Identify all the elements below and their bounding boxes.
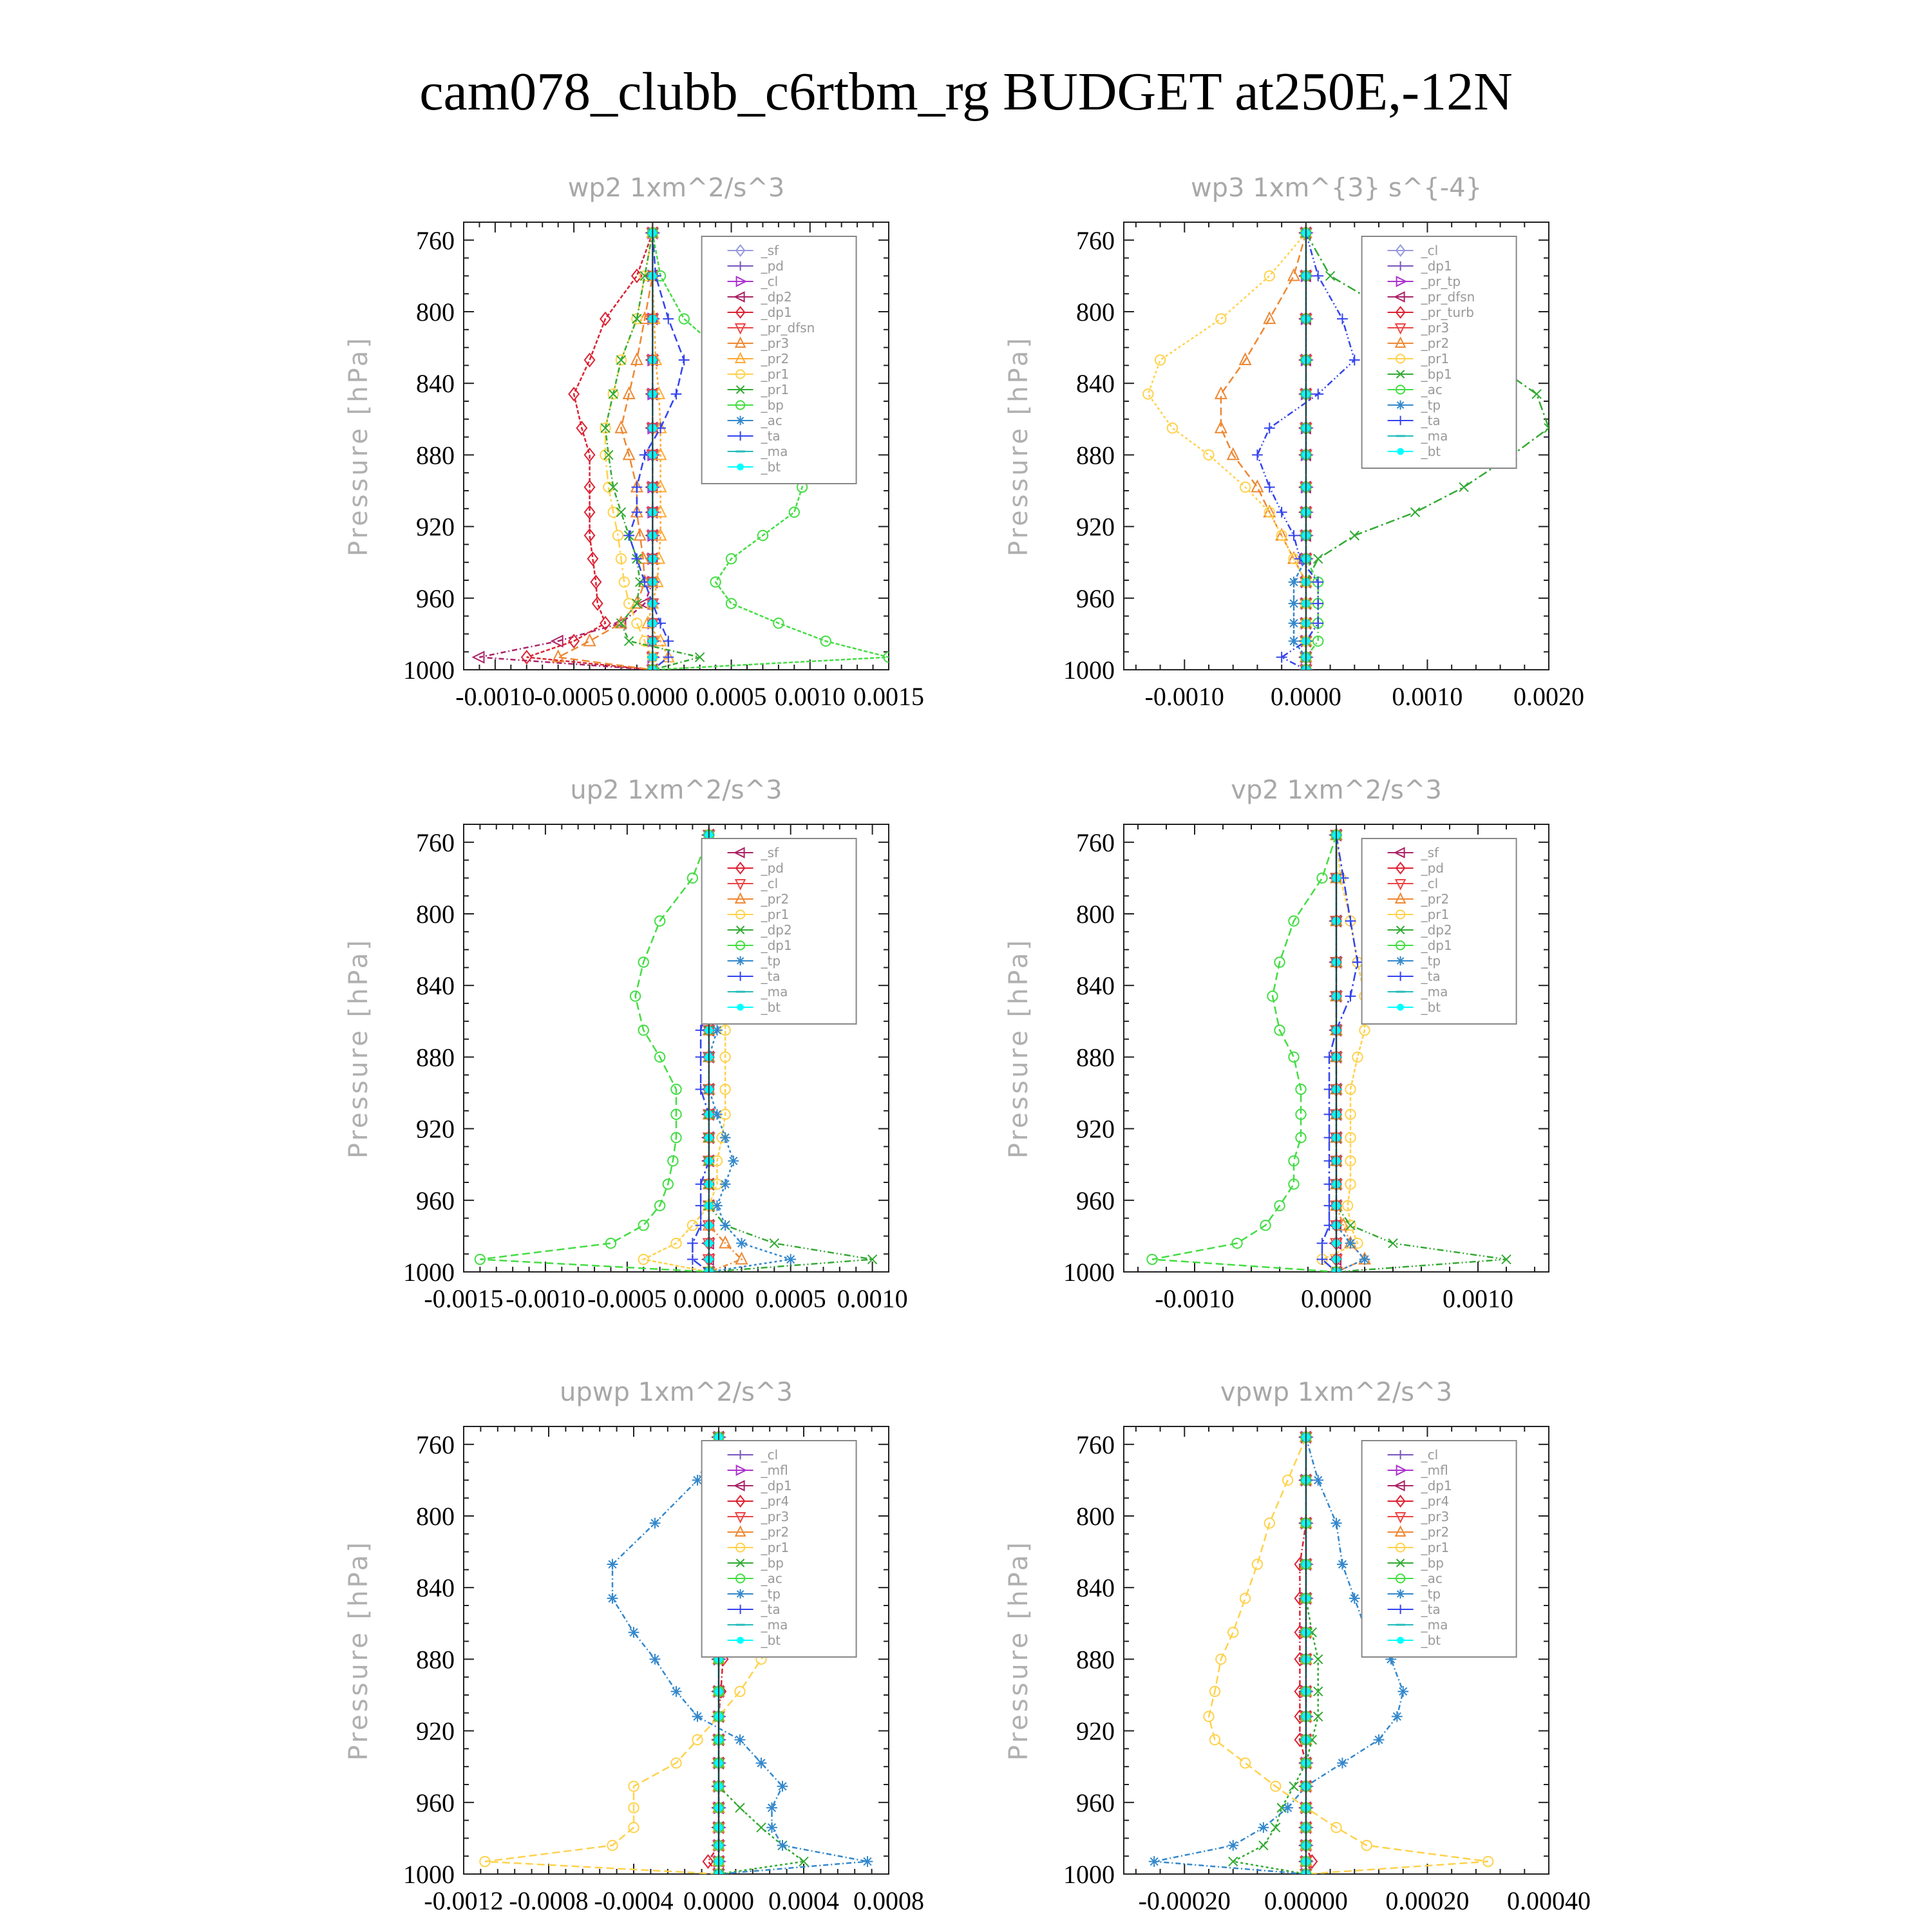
legend-entry-pr1: _pr1 (761, 907, 790, 922)
legend-entry-dp1: _dp1 (1421, 1478, 1452, 1493)
data-point-tp (1374, 1734, 1385, 1745)
data-point-tp (766, 1803, 777, 1814)
x-tick-label: 0.0000 (1270, 682, 1341, 711)
legend-entry-cl: _cl (761, 1447, 779, 1463)
y-tick-label: 800 (1076, 1502, 1115, 1531)
legend-entry-ta: _ta (1421, 413, 1441, 428)
y-tick-label: 880 (416, 1645, 455, 1674)
legend-entry-pr3: _pr3 (1421, 1509, 1450, 1524)
data-point-dp1 (585, 354, 594, 366)
legend-entry-bt: _bt (761, 459, 781, 475)
data-point-pr2 (1289, 270, 1300, 281)
y-tick-label: 920 (416, 1114, 455, 1144)
legend-entry-ma: _ma (1421, 1617, 1448, 1633)
legend-entry-pr3: _pr3 (761, 1509, 790, 1524)
data-point-pr1 (1253, 1559, 1262, 1569)
x-tick-label: -0.0012 (424, 1886, 504, 1915)
legend-entry-ta: _ta (1421, 969, 1441, 984)
data-point-bp (679, 314, 689, 323)
x-tick-label: -0.0005 (587, 1284, 667, 1313)
data-point-ta (1349, 355, 1360, 366)
legend-marker (735, 1589, 744, 1598)
data-point-pr3 (584, 635, 595, 646)
legend (1362, 1441, 1517, 1657)
data-point-ta (1317, 1238, 1328, 1249)
data-point-tp (766, 1822, 777, 1833)
y-tick-label: 760 (1076, 1430, 1115, 1459)
legend-entry-dp1: _dp1 (761, 1478, 792, 1493)
y-axis-label: Pressure [hPa] (344, 336, 374, 556)
y-axis-label: Pressure [hPa] (1004, 938, 1034, 1159)
data-point-dp2 (1388, 1239, 1397, 1248)
data-point-ta (1264, 482, 1275, 493)
data-point-ta (1252, 450, 1263, 460)
data-point-tp (1258, 1822, 1269, 1833)
data-point-dp1 (688, 873, 697, 883)
y-tick-label: 1000 (403, 1860, 455, 1889)
legend-entry-ac: _ac (1421, 382, 1443, 397)
y-tick-label: 800 (416, 298, 455, 327)
data-point-pr1 (1216, 314, 1226, 323)
x-tick-label: 0.0010 (774, 682, 846, 711)
legend-entry-bt: _bt (761, 1633, 781, 1648)
y-tick-label: 960 (416, 583, 455, 613)
x-tick-label: 0.00000 (1264, 1886, 1348, 1915)
data-point-bp (1289, 1782, 1298, 1791)
x-tick-label: 0.0020 (1513, 682, 1584, 711)
y-tick-label: 760 (416, 1430, 455, 1459)
legend-entry-dp2: _dp2 (761, 289, 792, 305)
legend-entry-sf: _sf (761, 845, 779, 860)
legend-entry-bp1: _bp1 (1421, 366, 1452, 382)
x-tick-label: 0.0000 (673, 1284, 744, 1313)
series-line-pr1 (1148, 233, 1306, 670)
legend-entry-bt: _bt (761, 999, 781, 1015)
legend-marker (1397, 1637, 1404, 1644)
data-point-ta (679, 355, 690, 366)
panel-wp2 (344, 173, 924, 711)
data-point-ta (1312, 270, 1323, 281)
legend-entry-pr1: _pr1 (1421, 1540, 1450, 1555)
legend (1362, 838, 1517, 1024)
legend-entry-tp: _tp (761, 1586, 781, 1602)
legend-entry-ac: _ac (761, 1571, 782, 1586)
data-point-dp1 (639, 1220, 649, 1230)
data-point-pr1 (1228, 1627, 1238, 1637)
panel-vp2 (1004, 775, 1549, 1313)
legend-entry-pr2: _pr2 (761, 351, 790, 366)
figure-title: cam078_clubb_c6rtbm_rg BUDGET at250E,-12N (419, 62, 1513, 122)
legend-entry-tp: _tp (1421, 1586, 1441, 1602)
data-point-bp1 (1314, 554, 1323, 564)
y-tick-label: 960 (1076, 1186, 1115, 1215)
data-point-tp (607, 1559, 618, 1570)
data-point-bp1 (1411, 507, 1420, 516)
data-point-ta (1345, 990, 1356, 1001)
x-tick-label: 0.0010 (1392, 682, 1463, 711)
series-line-dp2 (479, 233, 652, 670)
x-tick-label: -0.0010 (1155, 1284, 1235, 1313)
legend-entry-bt: _bt (1421, 999, 1441, 1015)
x-tick-label: 0.0005 (755, 1284, 826, 1313)
data-point-dp1 (1317, 873, 1327, 883)
data-point-pr1 (1155, 355, 1165, 365)
x-tick-label: -0.0008 (509, 1886, 589, 1915)
x-tick-label: 0.0008 (853, 1886, 924, 1915)
y-tick-label: 800 (1076, 298, 1115, 327)
legend-entry-mfl: _mfl (761, 1463, 788, 1478)
y-tick-label: 760 (1076, 828, 1115, 857)
y-tick-label: 840 (1076, 369, 1115, 399)
y-tick-label: 1000 (403, 656, 455, 685)
y-axis-label: Pressure [hPa] (344, 1540, 374, 1761)
legend-entry-ma: _ma (761, 984, 788, 999)
data-point-tp (1149, 1856, 1160, 1867)
legend-entry-tp: _tp (1421, 953, 1441, 969)
data-point-tp (1289, 636, 1300, 647)
legend-entry-pr-tp: _pr_tp (1421, 274, 1461, 289)
legend-entry-pr-turb: _pr_turb (1421, 305, 1474, 320)
data-point-bp1 (1326, 271, 1335, 280)
data-point-pr1 (1265, 271, 1274, 281)
legend-entry-tp: _tp (761, 953, 781, 969)
y-tick-label: 920 (1076, 512, 1115, 542)
data-point-bp (790, 507, 799, 517)
x-tick-label: -0.0004 (594, 1886, 674, 1915)
legend-entry-cl: _cl (1421, 243, 1439, 258)
legend (702, 838, 857, 1024)
data-point-tp (720, 1132, 731, 1143)
x-tick-label: 0.0005 (696, 682, 767, 711)
series-line-dp1 (480, 835, 708, 1272)
legend-entry-pr3: _pr3 (1421, 320, 1450, 336)
data-point-tp (629, 1627, 639, 1638)
legend-entry-cl: _cl (1421, 876, 1439, 891)
y-tick-label: 920 (416, 1716, 455, 1746)
legend-entry-pr4: _pr4 (1421, 1493, 1450, 1509)
y-tick-label: 840 (1076, 1573, 1115, 1603)
y-tick-label: 880 (416, 1043, 455, 1072)
data-point-tp (1289, 618, 1300, 629)
x-tick-label: -0.00020 (1138, 1886, 1231, 1915)
data-point-ta (663, 636, 674, 647)
data-point-ta (1276, 507, 1287, 518)
data-point-tp (720, 1179, 731, 1189)
data-point-ta (687, 1238, 698, 1249)
y-tick-label: 800 (416, 1502, 455, 1531)
legend-entry-cl: _cl (761, 876, 779, 891)
y-tick-label: 880 (1076, 440, 1115, 470)
legend-entry-pr4: _pr4 (761, 1493, 790, 1509)
x-tick-label: -0.0010 (455, 682, 535, 711)
data-point-tp (728, 1155, 739, 1166)
data-point-tp (1282, 1803, 1293, 1814)
data-point-bp (1271, 1823, 1280, 1832)
legend-entry-ac: _ac (761, 413, 782, 428)
legend-entry-ma: _ma (761, 1617, 788, 1633)
y-tick-label: 840 (416, 1573, 455, 1603)
y-tick-label: 1000 (1063, 656, 1115, 685)
legend (702, 1441, 857, 1657)
panel-title: up2 1xm^2/s^3 (570, 775, 782, 805)
data-point-tp (607, 1593, 618, 1604)
x-tick-label: 0.0015 (853, 682, 924, 711)
data-point-ta (663, 314, 674, 325)
x-tick-label: 0.0010 (1443, 1284, 1513, 1313)
x-tick-label: 0.0000 (617, 682, 688, 711)
legend-entry-ma: _ma (1421, 428, 1448, 444)
data-point-tp (1337, 1757, 1348, 1768)
y-tick-label: 1000 (403, 1258, 455, 1287)
legend-entry-ma: _ma (1421, 984, 1448, 999)
data-point-tp (1337, 1559, 1348, 1570)
data-point-ta (1289, 530, 1300, 541)
data-point-tp (736, 1238, 747, 1249)
legend-entry-bt: _bt (1421, 1633, 1441, 1648)
legend-entry-pr1: _pr1 (761, 1540, 790, 1555)
y-tick-label: 840 (416, 971, 455, 1001)
x-tick-label: 0.0010 (837, 1284, 908, 1313)
y-tick-label: 760 (416, 828, 455, 857)
data-point-tp (1359, 1254, 1370, 1265)
panel-title: upwp 1xm^2/s^3 (560, 1378, 793, 1407)
x-tick-label: 0.0000 (1301, 1284, 1372, 1313)
data-point-tp (756, 1757, 767, 1768)
x-tick-label: 0.00040 (1507, 1886, 1591, 1915)
x-tick-label: 0.0000 (683, 1886, 754, 1915)
x-tick-label: 0.00020 (1385, 1886, 1470, 1915)
legend-entry-cl: _cl (1421, 1447, 1439, 1463)
data-point-ta (631, 507, 642, 518)
legend-marker (737, 1004, 744, 1011)
panel-vpwp (1004, 1378, 1591, 1915)
data-point-tp (1397, 1686, 1408, 1697)
legend-entry-dp2: _dp2 (1421, 922, 1452, 938)
data-point-bp (757, 1823, 766, 1832)
legend-entry-ta: _ta (761, 969, 781, 984)
legend-entry-bp: _bp (761, 1555, 784, 1571)
legend-marker (735, 956, 744, 965)
y-tick-label: 880 (1076, 1645, 1115, 1674)
panel-wp3 (1004, 173, 1584, 711)
legend-entry-bp: _bp (1421, 1555, 1444, 1571)
data-point-tp (650, 1654, 661, 1665)
legend-entry-pr2: _pr2 (761, 891, 790, 907)
legend-entry-ma: _ma (761, 444, 788, 459)
data-point-pr1 (1143, 389, 1153, 399)
legend-entry-ta: _ta (1421, 1602, 1441, 1617)
y-tick-label: 960 (1076, 1788, 1115, 1817)
data-point-tp (1289, 598, 1300, 609)
legend-entry-pr2: _pr2 (1421, 336, 1450, 351)
data-point-tp (1312, 1475, 1323, 1486)
legend-entry-bt: _bt (1421, 444, 1441, 459)
data-point-pr1 (1204, 450, 1213, 460)
x-tick-label: -0.0010 (1144, 682, 1224, 711)
data-point-tp (1227, 1840, 1238, 1851)
data-point-bp1 (1532, 390, 1541, 399)
legend-entry-pd: _pd (761, 860, 784, 876)
y-tick-label: 960 (416, 1186, 455, 1215)
y-tick-label: 920 (1076, 1716, 1115, 1746)
data-point-ta (1337, 314, 1348, 325)
data-point-tp (785, 1254, 796, 1265)
legend-marker (737, 464, 744, 471)
data-point-tp (1392, 1711, 1403, 1722)
series-line-dp1 (1152, 835, 1336, 1272)
data-point-dp1 (592, 597, 602, 610)
panels-grid (344, 173, 1591, 1915)
data-point-ta (1264, 422, 1275, 433)
data-point-tp (1345, 1238, 1356, 1249)
y-axis-label: Pressure [hPa] (1004, 336, 1034, 556)
data-point-bp1 (1459, 482, 1468, 491)
legend-entry-dp1: _dp1 (761, 938, 792, 953)
panel-title: vp2 1xm^2/s^3 (1231, 775, 1442, 805)
data-point-tp (720, 1220, 731, 1231)
panel-title: wp3 1xm^{3} s^{-4} (1190, 173, 1482, 203)
legend-entry-pr1: _pr1 (1421, 351, 1450, 366)
legend-entry-dp1: _dp1 (1421, 938, 1452, 953)
legend-entry-pd: _pd (761, 258, 784, 274)
legend-entry-pr2: _pr2 (761, 1524, 790, 1540)
legend-entry-pd: _pd (1421, 860, 1444, 876)
legend-entry-bp: _bp (761, 397, 784, 413)
legend-entry-tp: _tp (1421, 397, 1441, 413)
legend-entry-dp2: _dp2 (761, 922, 792, 938)
data-point-dp2 (770, 1239, 779, 1248)
x-tick-label: -0.0010 (506, 1284, 585, 1313)
y-tick-label: 960 (1076, 583, 1115, 613)
y-tick-label: 920 (1076, 1114, 1115, 1144)
legend-entry-ta: _ta (761, 1602, 781, 1617)
panel-title: vpwp 1xm^2/s^3 (1220, 1378, 1453, 1407)
y-tick-label: 960 (416, 1788, 455, 1817)
legend-entry-pr2: _pr2 (1421, 891, 1450, 907)
y-tick-label: 1000 (1063, 1860, 1115, 1889)
data-point-tp (777, 1840, 788, 1851)
data-point-tp (692, 1711, 703, 1722)
legend-entry-sf: _sf (1421, 845, 1439, 860)
legend-entry-pr1: _pr1 (761, 382, 790, 397)
legend-entry-pr1: _pr1 (761, 366, 790, 382)
legend (1362, 236, 1517, 468)
legend-entry-dp1: _dp1 (761, 305, 792, 320)
data-point-tp (650, 1518, 661, 1529)
legend-marker (1397, 448, 1404, 455)
data-point-ta (631, 482, 642, 493)
y-axis-label: Pressure [hPa] (1004, 1540, 1034, 1761)
y-tick-label: 1000 (1063, 1258, 1115, 1287)
data-point-tp (671, 1686, 682, 1697)
data-point-tp (862, 1856, 873, 1867)
y-tick-label: 880 (1076, 1043, 1115, 1072)
y-tick-label: 800 (1076, 900, 1115, 929)
legend-entry-pr2: _pr2 (1421, 1524, 1450, 1540)
panel-title: wp2 1xm^2/s^3 (567, 173, 785, 203)
legend-entry-ta: _ta (761, 428, 781, 444)
y-tick-label: 840 (416, 369, 455, 399)
legend-entry-ac: _ac (1421, 1571, 1443, 1586)
legend-entry-cl: _cl (761, 274, 779, 289)
legend (702, 236, 857, 484)
y-axis-label: Pressure [hPa] (344, 938, 374, 1159)
data-point-bp (1314, 1654, 1323, 1663)
x-tick-label: -0.0005 (534, 682, 614, 711)
y-tick-label: 880 (416, 440, 455, 470)
data-point-bp (726, 598, 736, 608)
y-tick-label: 920 (416, 512, 455, 542)
y-tick-label: 800 (416, 900, 455, 929)
data-point-tp (1289, 576, 1300, 587)
legend-entry-dp1: _dp1 (1421, 258, 1452, 274)
panel-up2 (344, 775, 908, 1313)
legend-entry-sf: _sf (761, 243, 779, 258)
data-point-tp (777, 1781, 788, 1792)
data-point-tp (1349, 1593, 1360, 1604)
data-point-ta (1276, 652, 1287, 663)
legend-entry-pr3: _pr3 (761, 336, 790, 351)
y-tick-label: 760 (1076, 225, 1115, 255)
panel-upwp (344, 1378, 924, 1915)
data-point-ta (671, 388, 682, 399)
x-tick-label: 0.0004 (768, 1886, 839, 1915)
data-point-pr1 (1168, 423, 1177, 433)
legend-entry-pr1: _pr1 (1421, 907, 1450, 922)
data-point-bp1 (1350, 531, 1359, 540)
y-tick-label: 840 (1076, 971, 1115, 1001)
data-point-bp (1259, 1841, 1268, 1850)
data-point-tp (1331, 1518, 1342, 1529)
data-point-pr1 (1240, 1758, 1250, 1768)
legend-entry-pr-dfsn: _pr_dfsn (761, 320, 815, 336)
x-tick-label: -0.0015 (424, 1284, 504, 1313)
data-point-pr1 (1240, 1593, 1250, 1603)
legend-entry-mfl: _mfl (1421, 1463, 1448, 1478)
legend-entry-pr-dfsn: _pr_dfsn (1421, 289, 1475, 305)
data-point-bp (735, 1803, 744, 1812)
legend-marker (1397, 1004, 1404, 1011)
data-point-tp (735, 1734, 746, 1745)
legend-marker (737, 1637, 744, 1644)
y-tick-label: 760 (416, 225, 455, 255)
